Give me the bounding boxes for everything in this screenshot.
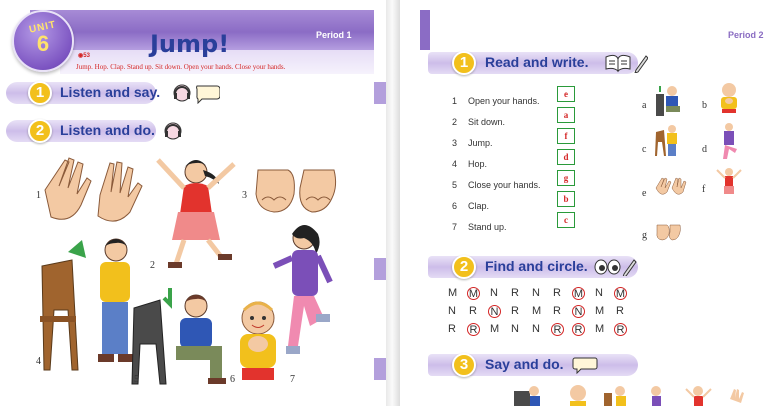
grid-letter[interactable] (490, 323, 511, 339)
letter-text: M (573, 288, 584, 300)
letter-text: R (614, 323, 627, 336)
page-edge-tab (374, 82, 386, 104)
list-item (452, 96, 540, 106)
picture-number: 6 (230, 374, 235, 385)
book-spine (386, 0, 400, 406)
closed-hands-thumbnail (656, 222, 682, 242)
audio-track-number: 53 (83, 53, 90, 59)
left-page (0, 0, 386, 406)
item-number: 2 (452, 117, 458, 127)
answer-box[interactable]: e (557, 86, 575, 102)
section-title: Say and do. (485, 356, 564, 372)
picture-letter: b (702, 100, 707, 111)
circled-letter[interactable] (616, 323, 637, 339)
headphones-icon (162, 120, 184, 142)
open-hands-thumbnail (654, 176, 688, 196)
letter-text: M (595, 305, 605, 317)
section-number: 3 (452, 353, 476, 377)
letter-grid-row (448, 305, 637, 321)
circled-letter[interactable] (553, 323, 574, 339)
answer-box[interactable]: g (557, 170, 575, 186)
sitting-boy-illustration (130, 284, 230, 386)
answer-box[interactable]: d (557, 149, 575, 165)
letter-text: R (553, 287, 561, 299)
answer-box[interactable]: b (557, 191, 575, 207)
letter-text: M (490, 323, 500, 335)
picture-number: 2 (150, 260, 155, 271)
list-item (452, 117, 505, 127)
letter-text: M (448, 287, 458, 299)
hop-thumbnail (718, 122, 740, 162)
letter-text: N (488, 305, 501, 318)
letter-text: M (615, 288, 626, 300)
clap-thumbnail (718, 82, 740, 114)
unit-number: 6 (36, 30, 50, 56)
cd-icon: ◉ (78, 53, 84, 59)
item-number: 3 (452, 138, 458, 148)
circled-letter[interactable] (574, 323, 595, 339)
unit-badge (12, 10, 74, 72)
header-edge (420, 10, 430, 50)
answer-box[interactable]: c (557, 212, 575, 228)
picture-letter: c (642, 144, 647, 155)
section-title: Listen and say. (60, 84, 161, 100)
open-hands-illustration (40, 150, 150, 230)
picture-number: 5 (134, 374, 139, 385)
picture-number: 4 (36, 356, 41, 367)
audio-track-tag (78, 52, 90, 59)
item-text: Clap. (468, 201, 490, 211)
grid-letter[interactable] (532, 305, 553, 321)
jump-thumbnail (714, 166, 744, 200)
item-text: Jump. (468, 138, 493, 148)
grid-letter[interactable] (490, 287, 511, 303)
item-text: Close your hands. (468, 180, 541, 190)
section-title: Find and circle. (485, 258, 588, 274)
section-title: Read and write. (485, 54, 589, 70)
list-item (452, 180, 541, 190)
circled-letter[interactable] (469, 323, 490, 339)
answer-box[interactable]: a (557, 107, 575, 123)
letter-text: N (572, 305, 585, 318)
sit-down-thumbnail (654, 84, 684, 118)
letter-grid-row (448, 323, 637, 339)
grid-letter[interactable] (511, 323, 532, 339)
grid-letter[interactable] (511, 305, 532, 321)
section-number: 2 (452, 255, 476, 279)
picture-number: 7 (290, 374, 295, 385)
eyes-icon (594, 258, 638, 276)
grid-letter[interactable] (595, 305, 616, 321)
item-number: 4 (452, 159, 458, 169)
list-item (452, 138, 493, 148)
grid-letter[interactable] (448, 323, 469, 339)
say-and-do-pictures (510, 383, 760, 406)
picture-number: 3 (242, 190, 247, 201)
letter-text: R (469, 305, 477, 317)
letter-text: N (448, 305, 456, 317)
section-number: 2 (28, 119, 52, 143)
grid-letter[interactable] (553, 287, 574, 303)
stand-up-thumbnail (654, 124, 680, 158)
letter-text: N (490, 287, 498, 299)
grid-letter[interactable] (448, 305, 469, 321)
section-number: 1 (28, 81, 52, 105)
letter-text: N (511, 323, 519, 335)
item-text: Open your hands. (468, 96, 540, 106)
grid-letter[interactable] (532, 287, 553, 303)
letter-text: R (572, 323, 585, 336)
letter-text: R (553, 305, 561, 317)
closed-hands-illustration (252, 160, 342, 216)
page-edge-tab (374, 258, 386, 280)
hopping-girl-illustration (270, 222, 342, 382)
letter-text: M (532, 305, 542, 317)
grid-letter[interactable] (532, 323, 553, 339)
right-page (400, 0, 776, 406)
grid-letter[interactable] (595, 323, 616, 339)
circled-letter[interactable] (574, 305, 595, 321)
grid-letter[interactable] (595, 287, 616, 303)
unit-label: UNIT (28, 18, 58, 36)
item-number: 6 (452, 201, 458, 211)
picture-letter: f (702, 184, 706, 195)
answer-box[interactable]: f (557, 128, 575, 144)
section-title: Listen and do. (60, 122, 155, 138)
circled-letter[interactable] (469, 287, 490, 303)
letter-grid-row (448, 287, 637, 303)
letter-text: N (532, 323, 540, 335)
letter-text: R (448, 323, 456, 335)
letter-text: N (532, 287, 540, 299)
item-text: Sit down. (468, 117, 506, 127)
period-label: Period 2 (728, 30, 764, 40)
picture-letter: e (642, 188, 647, 199)
section-number: 1 (452, 51, 476, 75)
letter-text: R (511, 287, 519, 299)
item-number: 5 (452, 180, 458, 190)
letter-text: R (511, 305, 519, 317)
item-text: Stand up. (468, 222, 507, 232)
letter-text: R (616, 305, 624, 317)
item-number: 7 (452, 222, 458, 232)
headphones-icon (172, 82, 220, 104)
letter-text: R (467, 323, 480, 336)
grid-letter[interactable] (511, 287, 532, 303)
picture-letter: d (702, 144, 707, 155)
item-text: Hop. (468, 159, 488, 169)
list-item (452, 222, 507, 232)
grid-letter[interactable] (616, 305, 637, 321)
letter-text: R (551, 323, 564, 336)
list-item (452, 159, 487, 169)
picture-number: 1 (36, 190, 41, 201)
list-item (452, 201, 489, 211)
book-icon (604, 53, 648, 73)
period-label: Period 1 (316, 30, 352, 40)
letter-text: N (595, 287, 603, 299)
circled-letter[interactable] (574, 287, 595, 303)
item-number: 1 (452, 96, 458, 106)
grid-letter[interactable] (469, 305, 490, 321)
grid-letter[interactable] (553, 305, 574, 321)
letter-text: M (468, 288, 479, 300)
speech-bubble-icon (572, 356, 598, 374)
circled-letter[interactable] (616, 287, 637, 303)
intro-text: Jump. Hop. Clap. Stand up. Sit down. Open your hands. Close your hands. (76, 63, 286, 71)
jumping-girl-illustration (148, 150, 244, 272)
letter-text: M (595, 323, 605, 335)
picture-letter: a (642, 100, 647, 111)
picture-letter: g (642, 230, 647, 241)
grid-letter[interactable] (448, 287, 469, 303)
page-edge-tab (374, 358, 386, 380)
page-title: Jump! (150, 30, 230, 58)
circled-letter[interactable] (490, 305, 511, 321)
